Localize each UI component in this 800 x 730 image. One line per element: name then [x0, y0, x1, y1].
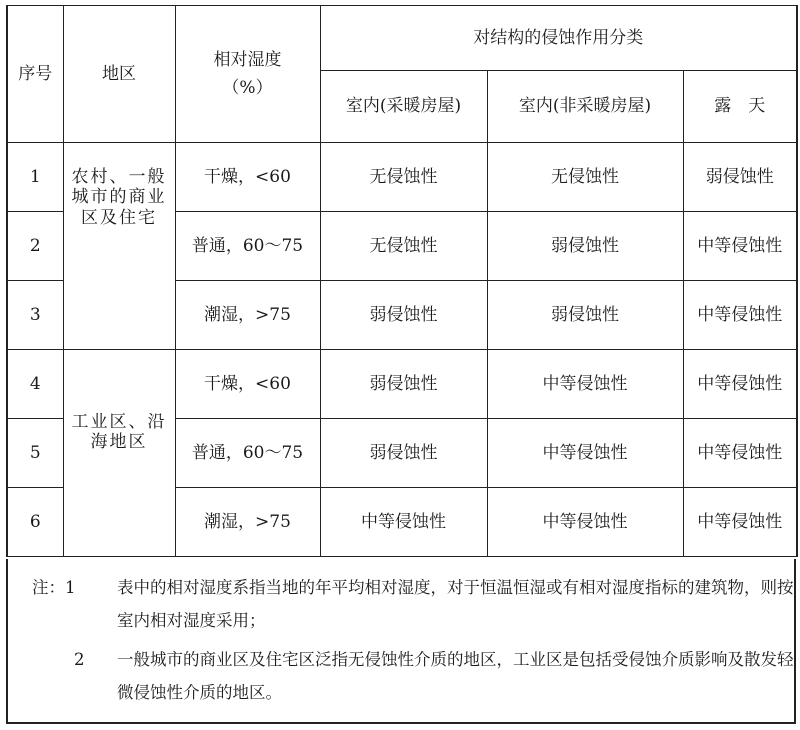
row-outdoor: 弱侵蚀性: [683, 143, 797, 212]
header-humidity-line2: （%）: [222, 78, 273, 98]
row-seq: 1: [7, 143, 63, 212]
region-cell: 农村、一般城市的商业区及住宅: [63, 143, 175, 350]
row-outdoor: 中等侵蚀性: [683, 212, 797, 281]
row-indoor-heated: 中等侵蚀性: [320, 488, 487, 557]
header-indoor-heated: 室内(采暖房屋): [320, 71, 487, 143]
row-indoor-heated: 无侵蚀性: [320, 212, 487, 281]
row-humidity: 普通，60～75: [175, 212, 320, 281]
notes-section: [6, 559, 796, 724]
row-indoor-heated: 弱侵蚀性: [320, 281, 487, 350]
row-indoor-heated: 弱侵蚀性: [320, 350, 487, 419]
row-outdoor: 中等侵蚀性: [683, 350, 797, 419]
header-category: 对结构的侵蚀作用分类: [320, 6, 797, 71]
note-1: [32, 571, 800, 641]
row-seq: 3: [7, 281, 63, 350]
row-indoor-unheated: 中等侵蚀性: [487, 488, 683, 557]
row-seq: 5: [7, 419, 63, 488]
header-seq: 序号: [7, 6, 63, 143]
row-indoor-unheated: 中等侵蚀性: [487, 350, 683, 419]
row-humidity: 普通，60～75: [175, 419, 320, 488]
row-indoor-heated: 弱侵蚀性: [320, 419, 487, 488]
row-outdoor: 中等侵蚀性: [683, 488, 797, 557]
row-seq: 2: [7, 212, 63, 281]
row-indoor-unheated: 无侵蚀性: [487, 143, 683, 212]
note-1-label: 注：1: [32, 578, 76, 597]
header-outdoor: 露 天: [683, 71, 797, 143]
region-cell: 工业区、沿海地区: [63, 350, 175, 557]
row-indoor-unheated: 弱侵蚀性: [487, 281, 683, 350]
row-indoor-unheated: 弱侵蚀性: [487, 212, 683, 281]
row-seq: 4: [7, 350, 63, 419]
table-row: [7, 143, 797, 212]
note-2-label: 2: [74, 650, 85, 669]
header-region: 地区: [63, 6, 175, 143]
corrosion-classification-table: [6, 5, 798, 557]
row-seq: 6: [7, 488, 63, 557]
row-outdoor: 中等侵蚀性: [683, 419, 797, 488]
row-humidity: 潮湿，>75: [175, 281, 320, 350]
header-indoor-unheated: 室内(非采暖房屋): [487, 71, 683, 143]
table-row: [7, 350, 797, 419]
row-indoor-unheated: 中等侵蚀性: [487, 419, 683, 488]
row-outdoor: 中等侵蚀性: [683, 281, 797, 350]
note-2-text: 一般城市的商业区及住宅区泛指无侵蚀性介质的地区，工业区是包括受侵蚀介质影响及散发轻微侵蚀性介质的地区。: [117, 650, 794, 702]
header-humidity-line1: 相对湿度: [213, 49, 282, 70]
note-1-text: 表中的相对湿度系指当地的年平均相对湿度，对于恒温恒湿或有相对湿度指标的建筑物，则按室内相对湿度采用；: [117, 578, 794, 630]
row-indoor-heated: 无侵蚀性: [320, 143, 487, 212]
row-humidity: 潮湿，>75: [175, 488, 320, 557]
note-2: [32, 643, 800, 713]
row-humidity: 干燥，<60: [175, 350, 320, 419]
row-humidity: 干燥，<60: [175, 143, 320, 212]
header-humidity: [175, 6, 320, 143]
